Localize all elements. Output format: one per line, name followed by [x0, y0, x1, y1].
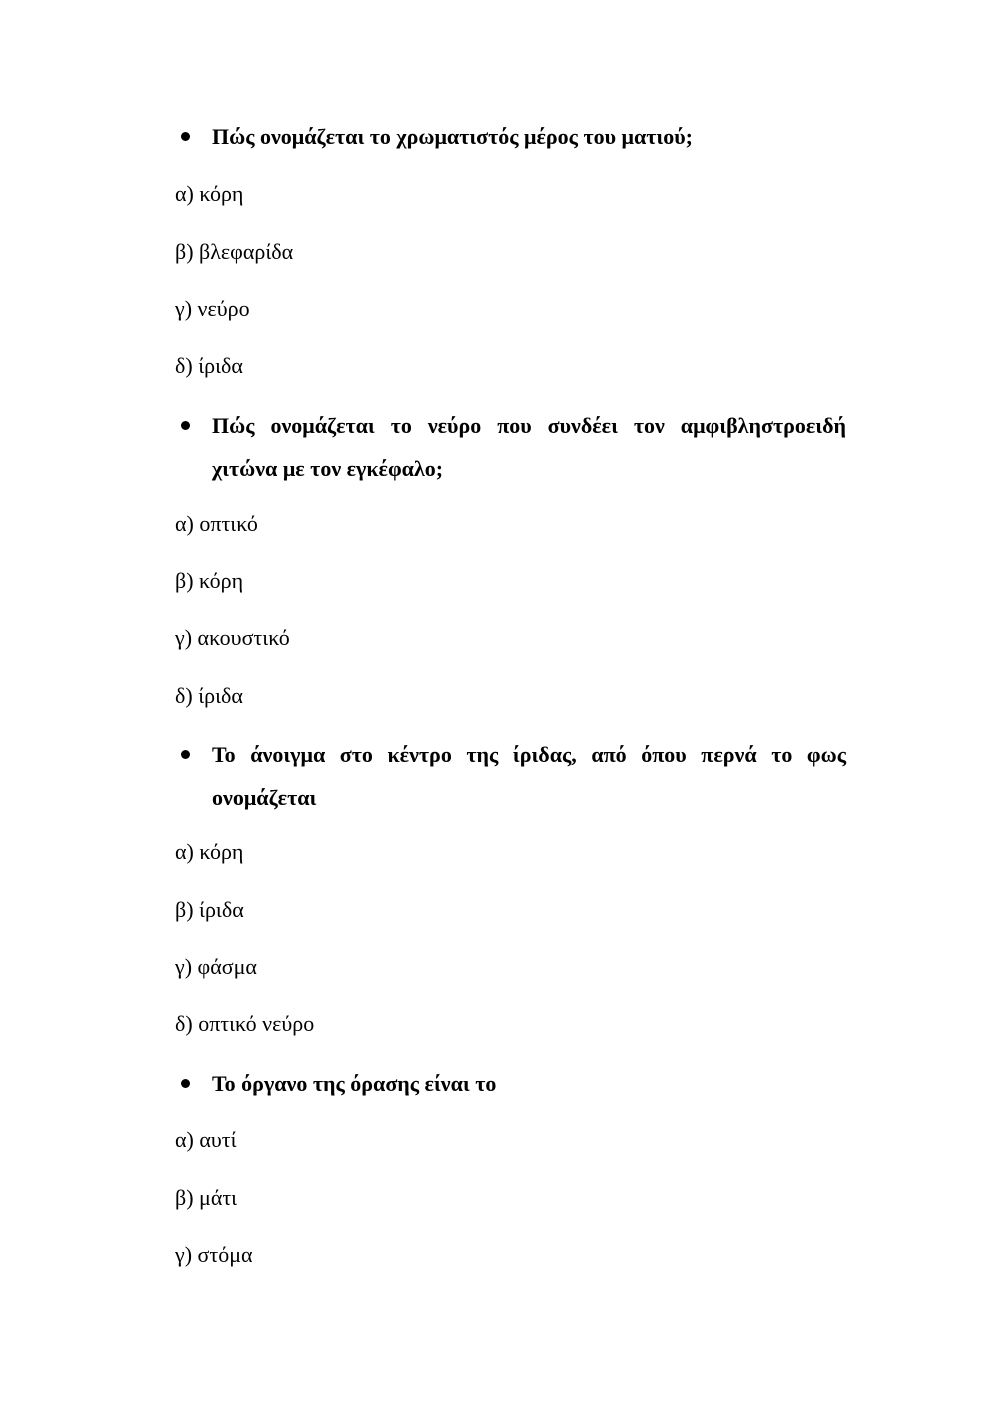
question-text: Το άνοιγμα στο κέντρο της ίριδας, από όπου περνά το φως	[212, 742, 846, 767]
option-c: γ) νεύρο	[175, 296, 250, 321]
option-b: β) μάτι	[175, 1185, 238, 1210]
option-c: γ) ακουστικό	[175, 625, 290, 650]
option-c: γ) φάσμα	[175, 954, 257, 979]
question-1	[212, 115, 846, 158]
bullet-icon	[181, 1079, 190, 1088]
question-text: χιτώνα με τον εγκέφαλο;	[212, 456, 444, 481]
question-text: Πώς ονομάζεται το νεύρο που συνδέει τον αμφιβληστροειδή	[212, 413, 846, 438]
option-a: α) κόρη	[175, 181, 244, 206]
option-a: α) κόρη	[175, 839, 244, 864]
question-text: Πώς ονομάζεται το χρωματιστός μέρος του ματιού;	[212, 124, 693, 149]
option-c: γ) στόμα	[175, 1242, 253, 1267]
option-d: δ) ίριδα	[175, 353, 243, 378]
option-b: β) ίριδα	[175, 897, 244, 922]
question-4	[212, 1062, 846, 1105]
question-3	[212, 733, 846, 819]
option-d: δ) οπτικό νεύρο	[175, 1011, 315, 1036]
bullet-icon	[181, 421, 190, 430]
question-2	[212, 404, 846, 490]
option-b: β) βλεφαρίδα	[175, 239, 294, 264]
option-a: α) αυτί	[175, 1127, 237, 1152]
option-b: β) κόρη	[175, 568, 244, 593]
question-text: Το όργανο της όρασης είναι το	[212, 1071, 497, 1096]
option-a: α) οπτικό	[175, 511, 258, 536]
option-d: δ) ίριδα	[175, 683, 243, 708]
bullet-icon	[181, 132, 190, 141]
question-text: ονομάζεται	[212, 785, 317, 810]
bullet-icon	[181, 750, 190, 759]
